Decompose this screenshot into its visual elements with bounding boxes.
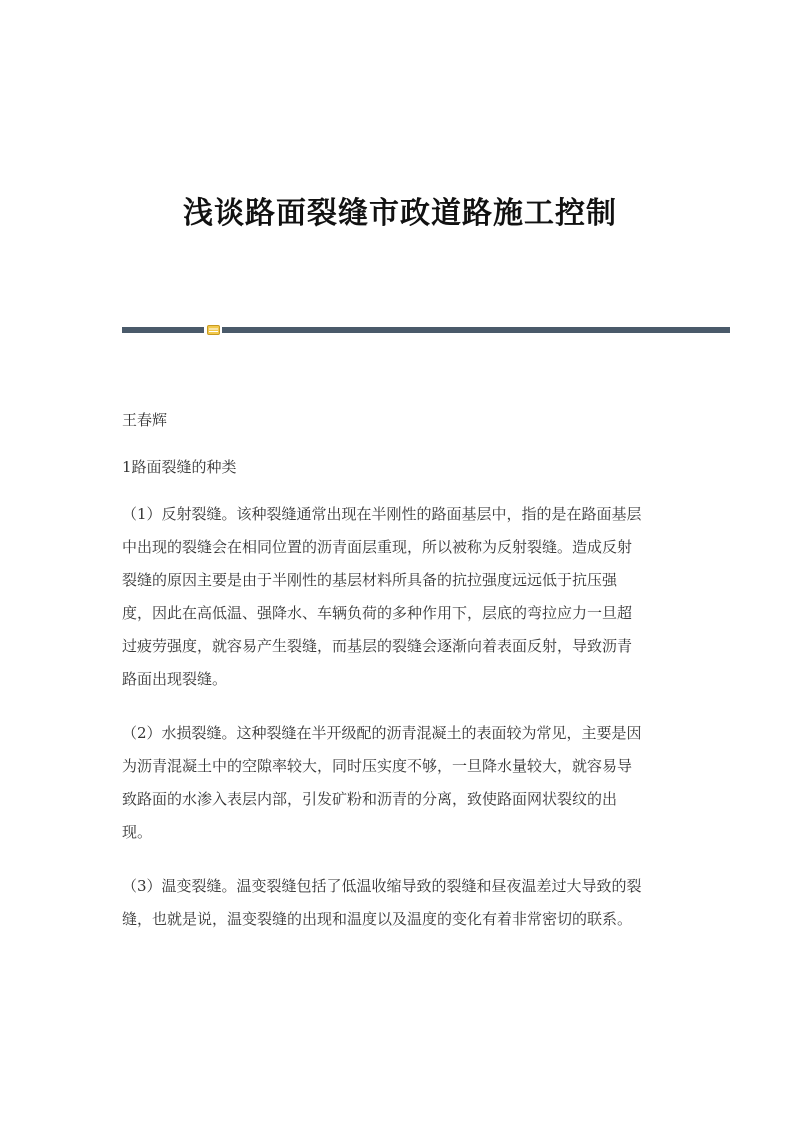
paragraph-line: 路面出现裂缝。 bbox=[122, 670, 228, 688]
document-title: 浅谈路面裂缝市政道路施工控制 bbox=[183, 196, 617, 231]
title-divider bbox=[122, 325, 730, 333]
divider-bar-left bbox=[122, 327, 204, 333]
paragraph bbox=[122, 498, 684, 696]
paragraph-list bbox=[122, 498, 684, 936]
paragraph-line: 现。 bbox=[122, 823, 153, 841]
paragraph bbox=[122, 717, 684, 849]
paragraph-line: （1）反射裂缝。该种裂缝通常出现在半刚性的路面基层中，指的是在路面基层 bbox=[122, 505, 642, 523]
section-heading: 1路面裂缝的种类 bbox=[122, 458, 237, 476]
author-name: 王春辉 bbox=[122, 411, 168, 429]
paragraph bbox=[122, 870, 684, 936]
paragraph-line: 中出现的裂缝会在相同位置的沥青面层重现，所以被称为反射裂缝。造成反射 bbox=[122, 538, 633, 556]
paragraph-line: （2）水损裂缝。这种裂缝在半开级配的沥青混凝土的表面较为常见，主要是因 bbox=[122, 724, 642, 742]
paragraph-line: 裂缝的原因主要是由于半刚性的基层材料所具备的抗拉强度远远低于抗压强 bbox=[122, 571, 618, 589]
paragraph-line: 致路面的水渗入表层内部，引发矿粉和沥青的分离，致使路面网状裂纹的出 bbox=[122, 790, 618, 808]
emblem-icon bbox=[207, 325, 220, 335]
paragraph-line: 为沥青混凝土中的空隙率较大，同时压实度不够，一旦降水量较大，就容易导 bbox=[122, 757, 633, 775]
paragraph-line: 度，因此在高低温、强降水、车辆负荷的多种作用下，层底的弯拉应力一旦超 bbox=[122, 604, 633, 622]
paragraph-line: 过疲劳强度，就容易产生裂缝，而基层的裂缝会逐渐向着表面反射，导致沥青 bbox=[122, 637, 633, 655]
paragraph-line: 缝，也就是说，温变裂缝的出现和温度以及温度的变化有着非常密切的联系。 bbox=[122, 910, 633, 928]
paragraph-line: （3）温变裂缝。温变裂缝包括了低温收缩导致的裂缝和昼夜温差过大导致的裂 bbox=[122, 877, 642, 895]
divider-bar-right bbox=[222, 327, 730, 333]
document-body bbox=[122, 404, 684, 936]
